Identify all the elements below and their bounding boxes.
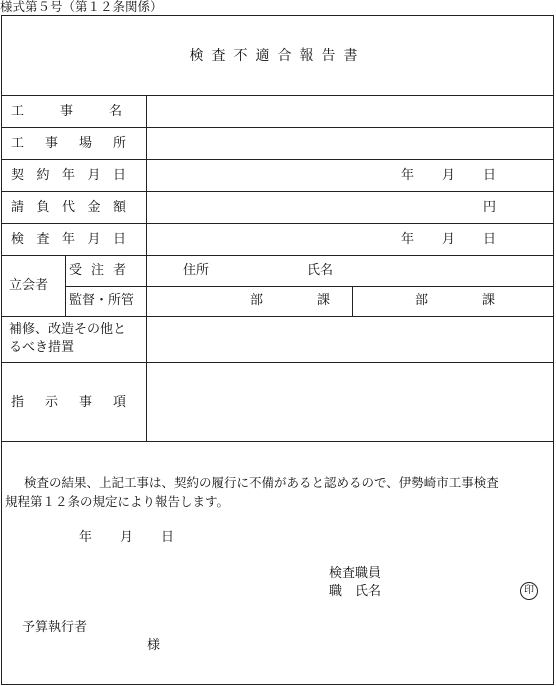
label-work-location: 工事場所 xyxy=(11,136,148,151)
report-month-unit: 月 xyxy=(120,530,134,545)
label-contract-amount: 請負代金額 xyxy=(11,200,139,215)
label-address: 住所 xyxy=(183,263,210,278)
divider xyxy=(2,441,553,442)
divider xyxy=(2,159,553,160)
label-contractor: 受注者 xyxy=(69,263,136,278)
divider xyxy=(65,286,553,287)
label-name: 氏名 xyxy=(307,263,334,278)
label-instructions: 指示事項 xyxy=(11,395,148,410)
contract-year-unit: 年 xyxy=(401,168,415,183)
inspector-title: 検査職員 xyxy=(329,566,382,581)
yen-unit: 円 xyxy=(483,200,497,215)
supervisor-section-2: 課 xyxy=(482,293,496,308)
seal-mark: 印 xyxy=(520,582,538,600)
inspector-position: 職 xyxy=(329,584,343,599)
divider xyxy=(2,191,553,192)
supervisor-department-2: 部 xyxy=(415,293,429,308)
supervisor-section-1: 課 xyxy=(317,293,331,308)
label-inspection-date: 検査年月日 xyxy=(11,232,139,247)
form-number: 様式第５号（第１２条関係） xyxy=(0,0,163,14)
label-witness: 立会者 xyxy=(9,278,49,293)
inspection-year-unit: 年 xyxy=(401,232,415,247)
divider xyxy=(352,286,353,316)
statement-line-2: 規程第１２条の規定により報告します。 xyxy=(5,494,230,509)
divider xyxy=(65,255,66,316)
statement-line-1: 検査の結果、上記工事は、契約の履行に不備があると認めるので、伊勢崎市工事検査 xyxy=(24,475,499,490)
honorific: 様 xyxy=(147,638,161,653)
report-day-unit: 日 xyxy=(161,530,175,545)
divider xyxy=(2,223,553,224)
inspection-report-form xyxy=(1,15,554,685)
report-year-unit: 年 xyxy=(79,530,93,545)
label-remedy-line-2: るべき措置 xyxy=(9,340,75,355)
supervisor-department-1: 部 xyxy=(250,293,264,308)
divider xyxy=(2,316,553,317)
report-title: 検査不適合報告書 xyxy=(189,48,366,64)
divider xyxy=(2,95,553,96)
label-contract-date: 契約年月日 xyxy=(11,168,139,183)
divider xyxy=(2,255,553,256)
divider xyxy=(2,362,553,363)
inspection-month-unit: 月 xyxy=(442,232,456,247)
contract-day-unit: 日 xyxy=(483,168,497,183)
budget-officer: 予算執行者 xyxy=(22,620,88,635)
divider xyxy=(2,127,553,128)
label-work-name: 工事名 xyxy=(11,104,159,119)
label-remedy-line-1: 補修、改造その他と xyxy=(9,322,127,337)
inspection-day-unit: 日 xyxy=(483,232,497,247)
contract-month-unit: 月 xyxy=(442,168,456,183)
label-supervisor: 監督・所管 xyxy=(69,293,135,308)
inspector-name: 氏名 xyxy=(355,584,382,599)
